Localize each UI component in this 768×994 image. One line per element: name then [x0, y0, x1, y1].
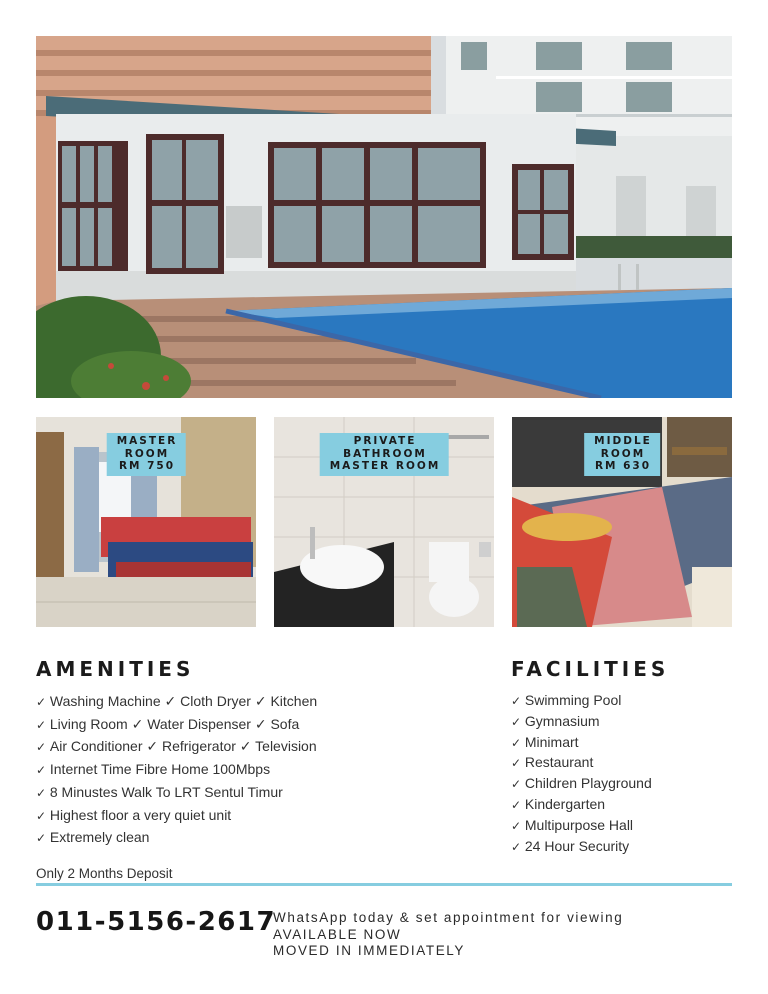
list-item: ✓ Restaurant — [511, 753, 652, 774]
call-to-action — [273, 910, 623, 960]
list-item: ✓ Highest floor a very quiet unit — [36, 805, 317, 828]
list-item: ✓ Air Conditioner ✓ Refrigerator ✓ Television — [36, 736, 317, 759]
list-item: ✓ 24 Hour Security — [511, 837, 652, 858]
amenities-list — [36, 691, 317, 850]
phone-number[interactable]: 011-5156-2617 — [36, 907, 277, 937]
cta-line: AVAILABLE NOW — [273, 926, 402, 942]
list-item: ✓ Multipurpose Hall — [511, 816, 652, 837]
list-item: ✓ Swimming Pool — [511, 691, 652, 712]
amenities-heading: AMENITIES — [36, 657, 195, 681]
deposit-note: Only 2 Months Deposit — [36, 866, 173, 881]
cta-line: MOVED IN IMMEDIATELY — [273, 943, 466, 958]
master-room-label: MASTER ROOM RM 750 — [107, 433, 186, 476]
private-bathroom-label: PRIVATE BATHROOM MASTER ROOM — [320, 433, 449, 476]
list-item: ✓ Extremely clean — [36, 827, 317, 850]
master-room-photo — [36, 417, 256, 627]
list-item: ✓ Kindergarten — [511, 795, 652, 816]
cta-line: WhatsApp today & set appointment for viewing — [273, 910, 624, 925]
facilities-list — [511, 691, 652, 857]
list-item: ✓ Children Playground — [511, 774, 652, 795]
list-item: ✓ Gymnasium — [511, 712, 652, 733]
list-item: ✓ 8 Minustes Walk To LRT Sentul Timur — [36, 782, 317, 805]
list-item: ✓ Minimart — [511, 733, 652, 754]
middle-room-photo — [512, 417, 732, 627]
list-item: ✓ Washing Machine ✓ Cloth Dryer ✓ Kitchen — [36, 691, 317, 714]
list-item: ✓ Living Room ✓ Water Dispenser ✓ Sofa — [36, 714, 317, 737]
list-item: ✓ Internet Time Fibre Home 100Mbps — [36, 759, 317, 782]
middle-room-label: MIDDLE ROOM RM 630 — [584, 433, 660, 476]
facilities-heading: FACILITIES — [511, 657, 670, 681]
divider — [36, 883, 732, 886]
hero-pool-photo — [36, 36, 732, 398]
bathroom-photo — [274, 417, 494, 627]
